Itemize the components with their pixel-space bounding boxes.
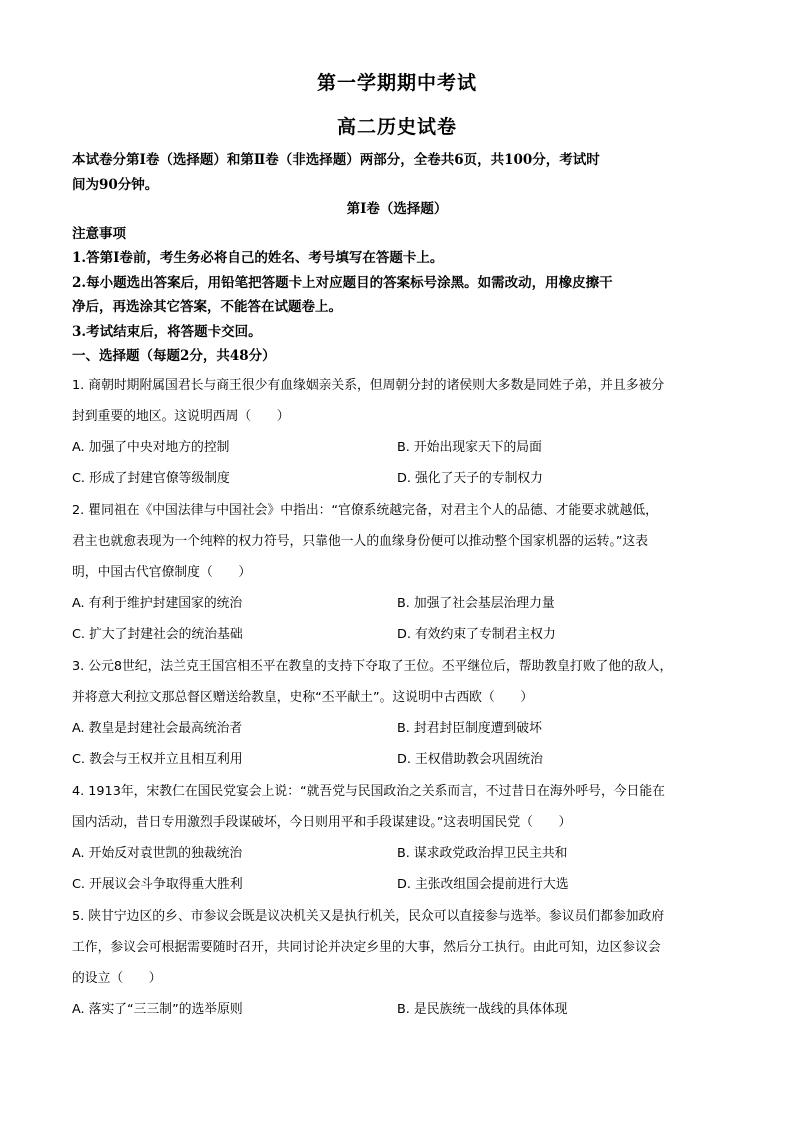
question-3-option-c: C. 教会与王权并立且相互利用 <box>72 752 243 767</box>
note-2-line-1: 2.每小题选出答案后，用铅笔把答题卡上对应题目的答案标号涂黑。如需改动，用橡皮擦干 <box>72 275 613 291</box>
intro-line-1: 本试卷分第Ⅰ卷（选择题）和第Ⅱ卷（非选择题）两部分，全卷共6页，共100分，考试时 <box>72 152 600 168</box>
question-4-option-b: B. 谋求政党政治捍卫民主共和 <box>397 846 568 861</box>
question-5-option-a: A. 落实了“三三制”的选举原则 <box>72 1002 243 1017</box>
part1-heading: 一、选择题（每题2分，共48分） <box>72 348 276 364</box>
question-1-line-2: 封到重要的地区。这说明西周（ ） <box>72 409 290 424</box>
question-4-line-2: 国内活动，昔日专用激烈手段谋破坏，今日则用平和手段谋建设。”这表明国民党（ ） <box>72 815 572 830</box>
question-3-line-1: 3. 公元8世纪，法兰克王国宫相丕平在教皇的支持下夺取了王位。丕平继位后，帮助教皇打败了他的敌人， <box>72 659 673 674</box>
section-heading: 第Ⅰ卷（选择题） <box>346 201 448 217</box>
exam-title: 第一学期期中考试 <box>316 72 477 94</box>
question-5-line-1: 5. 陕甘宁边区的乡、市参议会既是议决机关又是执行机关，民众可以直接参与选举。参议员们都参加政府 <box>72 909 665 924</box>
note-3: 3.考试结束后，将答题卡交回。 <box>72 324 262 340</box>
question-3-option-b: B. 封君封臣制度遭到破坏 <box>397 721 542 736</box>
question-4-option-d: D. 主张改组国会提前进行大选 <box>397 877 569 892</box>
question-4-line-1: 4. 1913年，宋教仁在国民党宴会上说：“就吾党与民国政治之关系而言，不过昔日在海外呼号，今日能在 <box>72 784 665 799</box>
question-2-option-b: B. 加强了社会基层治理力量 <box>397 596 555 611</box>
question-5-line-2: 工作，参议会可根据需要随时召开，共同讨论并决定乡里的大事，然后分工执行。由此可知，边区参议会 <box>72 940 661 955</box>
intro-line-2: 间为90分钟。 <box>72 177 159 193</box>
question-1-option-d: D. 强化了天子的专制权力 <box>397 471 543 486</box>
question-3-line-2: 并将意大利拉文那总督区赠送给教皇，史称“丕平献土”。这说明中古西欧（ ） <box>72 690 534 705</box>
question-1-option-a: A. 加强了中央对地方的控制 <box>72 440 230 455</box>
question-4-option-a: A. 开始反对袁世凯的独裁统治 <box>72 846 243 861</box>
question-2-line-1: 2. 瞿同祖在《中国法律与中国社会》中指出：“官僚系统越完备，对君主个人的品德、才能要求就越低， <box>72 503 658 518</box>
question-4-option-c: C. 开展议会斗争取得重大胜利 <box>72 877 243 892</box>
question-3-option-d: D. 王权借助教会巩固统治 <box>397 752 543 767</box>
question-3-option-a: A. 教皇是封建社会最高统治者 <box>72 721 243 736</box>
question-2-option-c: C. 扩大了封建社会的统治基础 <box>72 627 243 642</box>
exam-subtitle: 高二历史试卷 <box>336 116 457 138</box>
note-1: 1.答第Ⅰ卷前，考生务必将自己的姓名、考号填写在答题卡上。 <box>72 250 444 266</box>
question-1-option-c: C. 形成了封建官僚等级制度 <box>72 471 230 486</box>
question-2-line-2: 君主也就愈表现为一个纯粹的权力符号，只靠他一人的血缘身份便可以推动整个国家机器的运转。”这表 <box>72 534 649 549</box>
note-2-line-2: 净后，再选涂其它答案，不能答在试题卷上。 <box>72 299 342 315</box>
question-2-line-3: 明，中国古代官僚制度（ ） <box>72 565 252 580</box>
question-5-option-b: B. 是民族统一战线的具体体现 <box>397 1002 568 1017</box>
question-2-option-d: D. 有效约束了专制君主权力 <box>397 627 556 642</box>
question-5-line-3: 的设立（ ） <box>72 971 162 986</box>
notes-heading: 注意事项 <box>72 226 126 242</box>
question-2-option-a: A. 有利于维护封建国家的统治 <box>72 596 243 611</box>
question-1-line-1: 1. 商朝时期附属国君长与商王很少有血缘姻亲关系，但周朝分封的诸侯则大多数是同姓子弟，并且多被分 <box>72 378 665 393</box>
question-1-option-b: B. 开始出现家天下的局面 <box>397 440 542 455</box>
